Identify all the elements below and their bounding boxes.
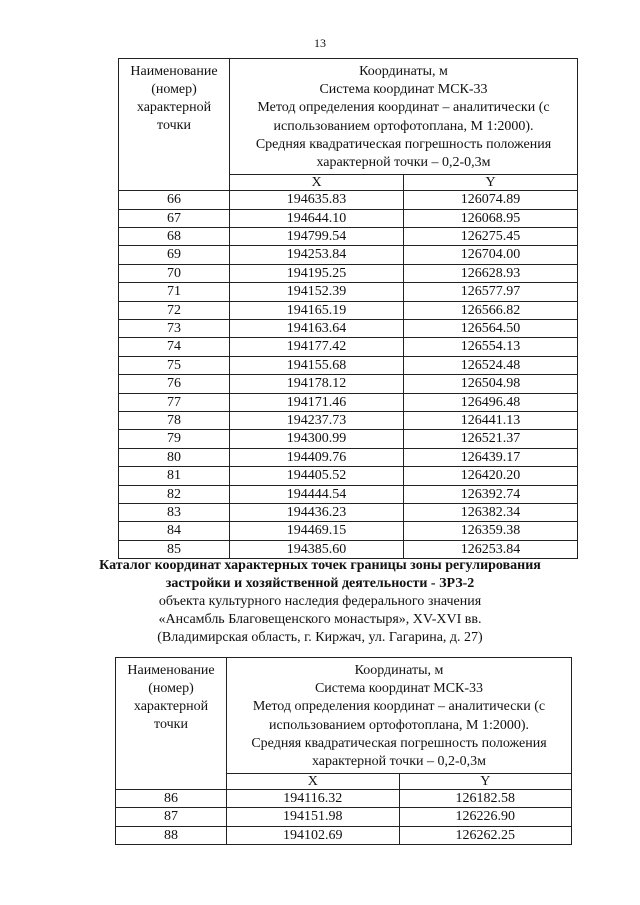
header-line: Средняя квадратическая погрешность положения — [255, 136, 552, 152]
subtitle-line: (Владимирская область, г. Киржач, ул. Гагарина, д. 27) — [157, 630, 483, 645]
x-coordinate-cell: 194116.32 — [227, 790, 400, 808]
y-coordinate-cell: 126420.20 — [404, 467, 578, 485]
table-row — [119, 209, 578, 227]
table-row — [119, 301, 578, 319]
x-coordinate-cell: 194635.83 — [230, 191, 404, 209]
x-coordinate-cell: 194405.52 — [230, 467, 404, 485]
point-number-cell: 66 — [119, 191, 230, 209]
table-row — [119, 338, 578, 356]
y-column-header: Y — [399, 774, 572, 790]
table-row — [119, 430, 578, 448]
x-coordinate-cell: 194300.99 — [230, 430, 404, 448]
table-row — [119, 467, 578, 485]
y-coordinate-cell: 126521.37 — [404, 430, 578, 448]
header-line: Средняя квадратическая погрешность положения — [251, 735, 547, 751]
y-coordinate-cell: 126566.82 — [404, 301, 578, 319]
header-line: характерной точки – 0,2-0,3м — [316, 154, 491, 170]
point-number-cell: 71 — [119, 283, 230, 301]
point-number-cell: 77 — [119, 393, 230, 411]
table-row — [119, 283, 578, 301]
header-line: Наименование — [127, 663, 215, 678]
y-coordinate-cell: 126275.45 — [404, 227, 578, 245]
header-line: Система координат МСК-33 — [314, 681, 484, 697]
x-coordinate-cell: 194165.19 — [230, 301, 404, 319]
point-number-cell: 73 — [119, 319, 230, 337]
x-coordinate-cell: 194155.68 — [230, 356, 404, 374]
y-coordinate-cell: 126704.00 — [404, 246, 578, 264]
table-row — [119, 356, 578, 374]
catalog-subtitle — [0, 593, 640, 647]
header-line: характерной — [136, 99, 212, 115]
point-number-cell: 83 — [119, 504, 230, 522]
point-number-cell: 78 — [119, 412, 230, 430]
table-row — [119, 485, 578, 503]
y-coordinate-cell: 126253.84 — [404, 540, 578, 558]
table-row — [119, 246, 578, 264]
coordinates-header — [230, 59, 578, 175]
header-line: Метод определения координат – аналитически (с — [257, 100, 550, 116]
x-coordinate-cell: 194799.54 — [230, 227, 404, 245]
table-row — [116, 790, 572, 808]
y-coordinate-cell: 126577.97 — [404, 283, 578, 301]
header-line: Метод определения координат – аналитически (с — [252, 699, 546, 715]
point-number-cell: 70 — [119, 264, 230, 282]
header-line: характерной точки – 0,2-0,3м — [311, 753, 487, 769]
x-coordinate-cell: 194178.12 — [230, 375, 404, 393]
y-coordinate-cell: 126392.74 — [404, 485, 578, 503]
point-number-cell: 88 — [116, 826, 227, 844]
table-row — [119, 191, 578, 209]
page-number: 13 — [314, 36, 326, 50]
header-line: Наименование — [130, 64, 218, 79]
header-line: точки — [154, 716, 188, 732]
x-column-header: X — [230, 175, 404, 191]
y-coordinate-cell: 126382.34 — [404, 504, 578, 522]
table-row — [119, 540, 578, 558]
y-coordinate-cell: 126439.17 — [404, 448, 578, 466]
y-coordinate-cell: 126628.93 — [404, 264, 578, 282]
table-row — [119, 227, 578, 245]
x-coordinate-cell: 194385.60 — [230, 540, 404, 558]
header-line: использованием ортофотоплана, М 1:2000). — [269, 717, 529, 733]
y-coordinate-cell: 126226.90 — [399, 808, 572, 826]
subtitle-line: «Ансамбль Благовещенского монастыря», XV-XVI вв. — [158, 612, 482, 627]
point-number-cell: 72 — [119, 301, 230, 319]
header-line: Координаты, м — [354, 663, 444, 678]
header-line: Система координат МСК-33 — [319, 82, 488, 98]
point-name-header — [119, 59, 230, 191]
x-coordinate-cell: 194102.69 — [227, 826, 400, 844]
table-row — [119, 319, 578, 337]
subtitle-line: объекта культурного наследия федерального значения — [158, 594, 482, 609]
x-coordinate-cell: 194469.15 — [230, 522, 404, 540]
table-row — [119, 448, 578, 466]
y-coordinate-cell: 126441.13 — [404, 412, 578, 430]
point-number-cell: 87 — [116, 808, 227, 826]
table-row — [116, 826, 572, 844]
point-name-header — [116, 658, 227, 790]
point-number-cell: 84 — [119, 522, 230, 540]
y-coordinate-cell: 126554.13 — [404, 338, 578, 356]
x-coordinate-cell: 194644.10 — [230, 209, 404, 227]
x-column-header: X — [227, 774, 400, 790]
header-line: (номер) — [151, 81, 197, 97]
coordinates-header — [227, 658, 572, 774]
x-coordinate-cell: 194163.64 — [230, 319, 404, 337]
table-row — [119, 264, 578, 282]
point-number-cell: 81 — [119, 467, 230, 485]
header-line: использованием ортофотоплана, М 1:2000). — [273, 118, 534, 134]
point-number-cell: 80 — [119, 448, 230, 466]
coordinates-table-1 — [118, 58, 578, 559]
x-coordinate-cell: 194237.73 — [230, 412, 404, 430]
x-coordinate-cell: 194152.39 — [230, 283, 404, 301]
header-line: характерной — [133, 698, 209, 714]
point-number-cell: 82 — [119, 485, 230, 503]
table-row — [119, 504, 578, 522]
table-row — [116, 808, 572, 826]
table-row — [119, 522, 578, 540]
point-number-cell: 85 — [119, 540, 230, 558]
y-coordinate-cell: 126359.38 — [404, 522, 578, 540]
y-coordinate-cell: 126262.25 — [399, 826, 572, 844]
x-coordinate-cell: 194177.42 — [230, 338, 404, 356]
y-coordinate-cell: 126074.89 — [404, 191, 578, 209]
coordinates-table-2 — [115, 657, 572, 845]
header-line: Координаты, м — [359, 64, 448, 79]
x-coordinate-cell: 194253.84 — [230, 246, 404, 264]
title-line: застройки и хозяйственной деятельности - ЗРЗ-2 — [165, 576, 475, 591]
y-coordinate-cell: 126496.48 — [404, 393, 578, 411]
y-column-header: Y — [404, 175, 578, 191]
y-coordinate-cell: 126564.50 — [404, 319, 578, 337]
point-number-cell: 67 — [119, 209, 230, 227]
x-coordinate-cell: 194444.54 — [230, 485, 404, 503]
table-row — [119, 375, 578, 393]
point-number-cell: 79 — [119, 430, 230, 448]
x-coordinate-cell: 194171.46 — [230, 393, 404, 411]
x-coordinate-cell: 194151.98 — [227, 808, 400, 826]
y-coordinate-cell: 126182.58 — [399, 790, 572, 808]
title-line: Каталог координат характерных точек границы зоны регулирования — [99, 558, 541, 573]
point-number-cell: 76 — [119, 375, 230, 393]
header-line: точки — [157, 117, 191, 133]
x-coordinate-cell: 194436.23 — [230, 504, 404, 522]
y-coordinate-cell: 126524.48 — [404, 356, 578, 374]
point-number-cell: 68 — [119, 227, 230, 245]
catalog-title — [0, 557, 640, 593]
point-number-cell: 75 — [119, 356, 230, 374]
point-number-cell: 69 — [119, 246, 230, 264]
header-line: (номер) — [148, 680, 194, 696]
x-coordinate-cell: 194195.25 — [230, 264, 404, 282]
y-coordinate-cell: 126504.98 — [404, 375, 578, 393]
table-row — [119, 412, 578, 430]
x-coordinate-cell: 194409.76 — [230, 448, 404, 466]
point-number-cell: 74 — [119, 338, 230, 356]
point-number-cell: 86 — [116, 790, 227, 808]
y-coordinate-cell: 126068.95 — [404, 209, 578, 227]
table-row — [119, 393, 578, 411]
